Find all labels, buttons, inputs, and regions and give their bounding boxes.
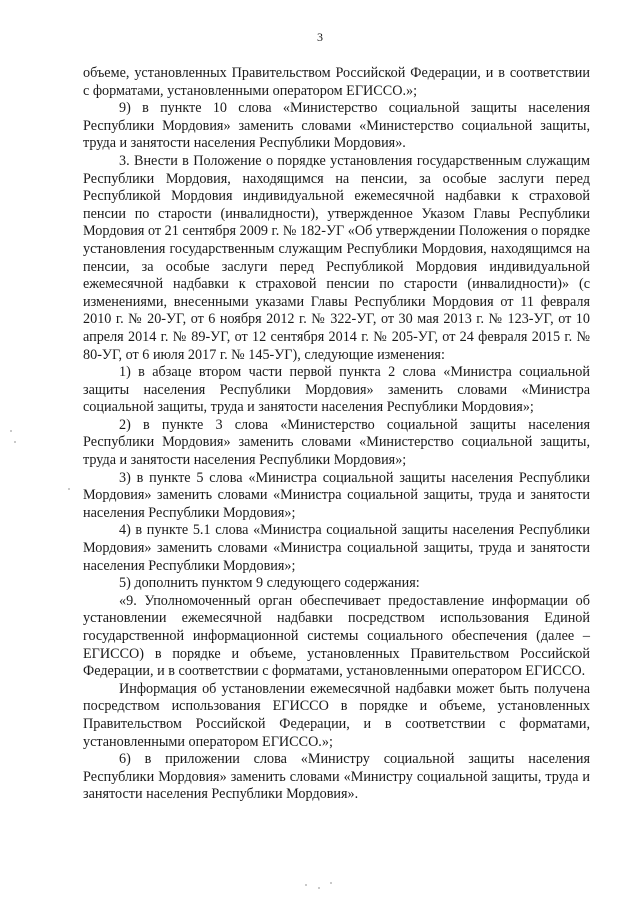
document-body	[83, 65, 590, 804]
scan-speck	[14, 441, 16, 443]
paragraph: 2) в пункте 3 слова «Министерство социальной защиты населения Республики Мордовия» заменить словами «Министерство социальной защиты, труда и занятости населения Республики Мордовия»;	[83, 416, 590, 469]
paragraph: «9. Уполномоченный орган обеспечивает предоставление информации об установлении ежемесячной надбавки посредством использования Единой государственной информационной системы социального обеспечения (далее – ЕГИССО) в порядке и объеме, установленных Правительством Российской Федерации, и в соответствии с форматами, установленными оператором ЕГИССО.	[83, 592, 590, 680]
scan-speck	[68, 488, 70, 490]
scan-speck	[10, 430, 12, 432]
paragraph: 6) в приложении слова «Министру социальной защиты населения Республики Мордовия» заменить словами «Министру социальной защиты, труда и занятости населения Республики Мордовия».	[83, 751, 590, 803]
paragraph: 1) в абзаце втором части первой пункта 2 слова «Министра социальной защиты населения Республики Мордовия» заменить словами «Министра социальной защиты, труда и занятости населения Республики Мордовия»;	[83, 364, 590, 416]
paragraph: 9) в пункте 10 слова «Министерство социальной защиты населения Республики Мордовия» заменить словами «Министерство социальной защиты, труда и занятости населения Республики Мордовия».	[83, 100, 590, 152]
paragraph: 4) в пункте 5.1 слова «Министра социальной защиты населения Республики Мордовия» заменить словами «Министра социальной защиты, труда и занятости населения Республики Мордовия»;	[83, 522, 590, 574]
scan-speck	[318, 887, 320, 889]
paragraph: 3. Внести в Положение о порядке установления государственным служащим Республики Мордовия, находящимся на пенсии, за особые заслуги перед Республикой Мордовия индивидуальной ежемесячной надбавки к страховой пенсии по старости (инвалидности), утвержденное Указом Главы Республики Мордовия от 21 сентября 2009 г. № 182-УГ «Об утверждении Положения о порядке установления государственным служащим Республики Мордовия, находящимся на пенсии, за особые заслуги перед Республикой Мордовия индивидуальной ежемесячной надбавки к страховой пенсии по старости (инвалидности)» (с изменениями, внесенными указами Главы Республики Мордовия от 11 февраля 2010 г. № 20-УГ, от 6 ноября 2012 г. № 322-УГ, от 30 мая 2013 г. № 123-УГ, от 10 апреля 2014 г. № 89-УГ, от 12 сентября 2014 г. № 205-УГ, от 24 февраля 2015 г. № 80-УГ, от 6 июля 2017 г. № 145-УГ), следующие изменения:	[83, 152, 590, 363]
paragraph: 5) дополнить пунктом 9 следующего содержания:	[119, 575, 420, 592]
paragraph: Информация об установлении ежемесячной надбавки может быть получена посредством использования ЕГИССО в порядке и объеме, установленных Правительством Российской Федерации, и в соответствии с форматами, установленными оператором ЕГИССО.»;	[83, 680, 590, 750]
paragraph: 3) в пункте 5 слова «Министра социальной защиты населения Республики Мордовия» заменить словами «Министра социальной защиты, труда и занятости населения Республики Мордовия»;	[83, 469, 590, 521]
page-number: 3	[317, 30, 323, 44]
scan-speck	[330, 882, 332, 884]
scan-speck	[305, 884, 307, 886]
paragraph: объеме, установленных Правительством Российской Федерации, и в соответствии с форматами, установленными оператором ЕГИССО.»;	[83, 65, 590, 99]
